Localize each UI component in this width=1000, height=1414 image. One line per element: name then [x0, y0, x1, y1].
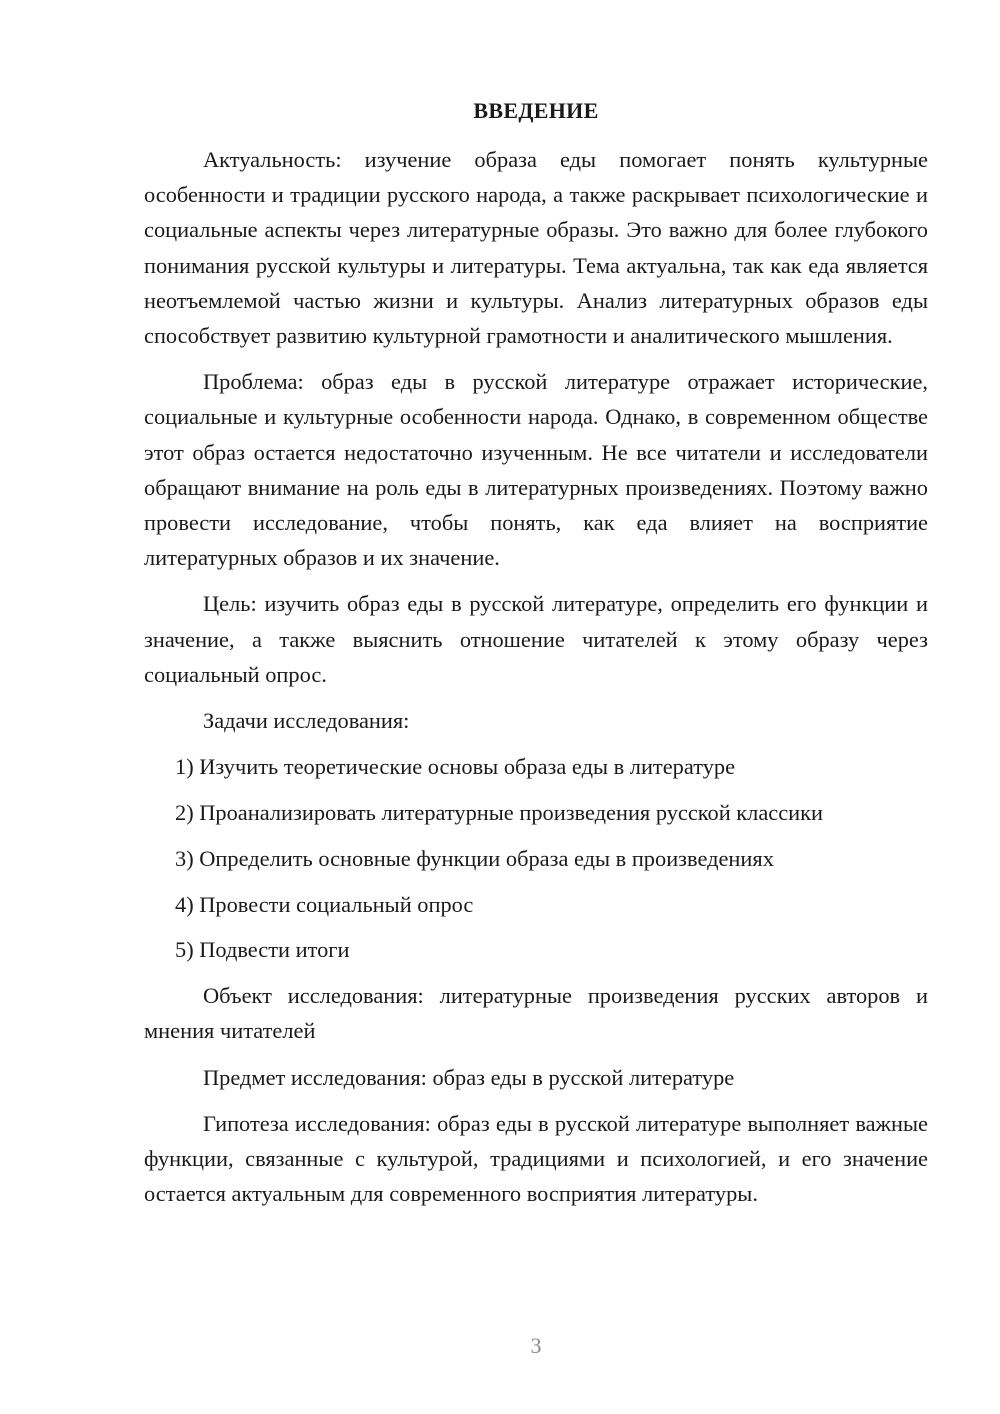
list-item: 2) Проанализировать литературные произведения русской классики [175, 800, 824, 826]
list-item: 5) Подвести итоги [175, 937, 350, 963]
page-number: 3 [530, 1333, 542, 1358]
paragraph-hypothesis: Гипотеза исследования: образ еды в русской литературе выполняет важные функции, связанные с культурой, традициями и психологией, и его значение остается актуальным для современного восприятия литературы. [144, 1110, 928, 1207]
paragraph-goal: Цель: изучить образ еды в русской литературе, определить его функции и значение, а также выяснить отношение читателей к этому образу через социальный опрос. [144, 591, 928, 687]
tasks-list [144, 749, 928, 967]
paragraph-problem: Проблема: образ еды в русской литературе отражает исторические, социальные и культурные особенности народа. Однако, в современном обществе этот образ остается недостаточно изученным. Не все читатели и исследователи обращают внимание на роль еды в литературных произведениях. Поэтому важно провести исследование, чтобы понять, как еда влияет на восприятие литературных образов и их значение. [144, 369, 928, 571]
list-item: 3) Определить основные функции образа еды в произведениях [175, 845, 774, 871]
page-title: ВВЕДЕНИЕ [473, 98, 599, 123]
paragraph-relevance: Актуальность: изучение образа еды помогает понять культурные особенности и традиции русского народа, а также раскрывает психологические и социальные аспекты через литературные образы. Это важно для более глубокого понимания русской культуры и литературы. Тема актуальна, так как еда является неотъемлемой частью жизни и культуры. Анализ литературных образов еды способствует развитию культурной грамотности и аналитического мышления. [144, 147, 928, 349]
document-page [144, 0, 928, 1414]
list-item: 1) Изучить теоретические основы образа еды в литературе [175, 754, 736, 780]
paragraph-object: Объект исследования: литературные произведения русских авторов и мнения читателей [144, 983, 928, 1044]
tasks-heading: Задачи исследования: [203, 708, 410, 734]
paragraph-subject: Предмет исследования: образ еды в русской литературе [203, 1064, 735, 1090]
list-item: 4) Провести социальный опрос [175, 891, 474, 917]
document-body [144, 142, 928, 1222]
